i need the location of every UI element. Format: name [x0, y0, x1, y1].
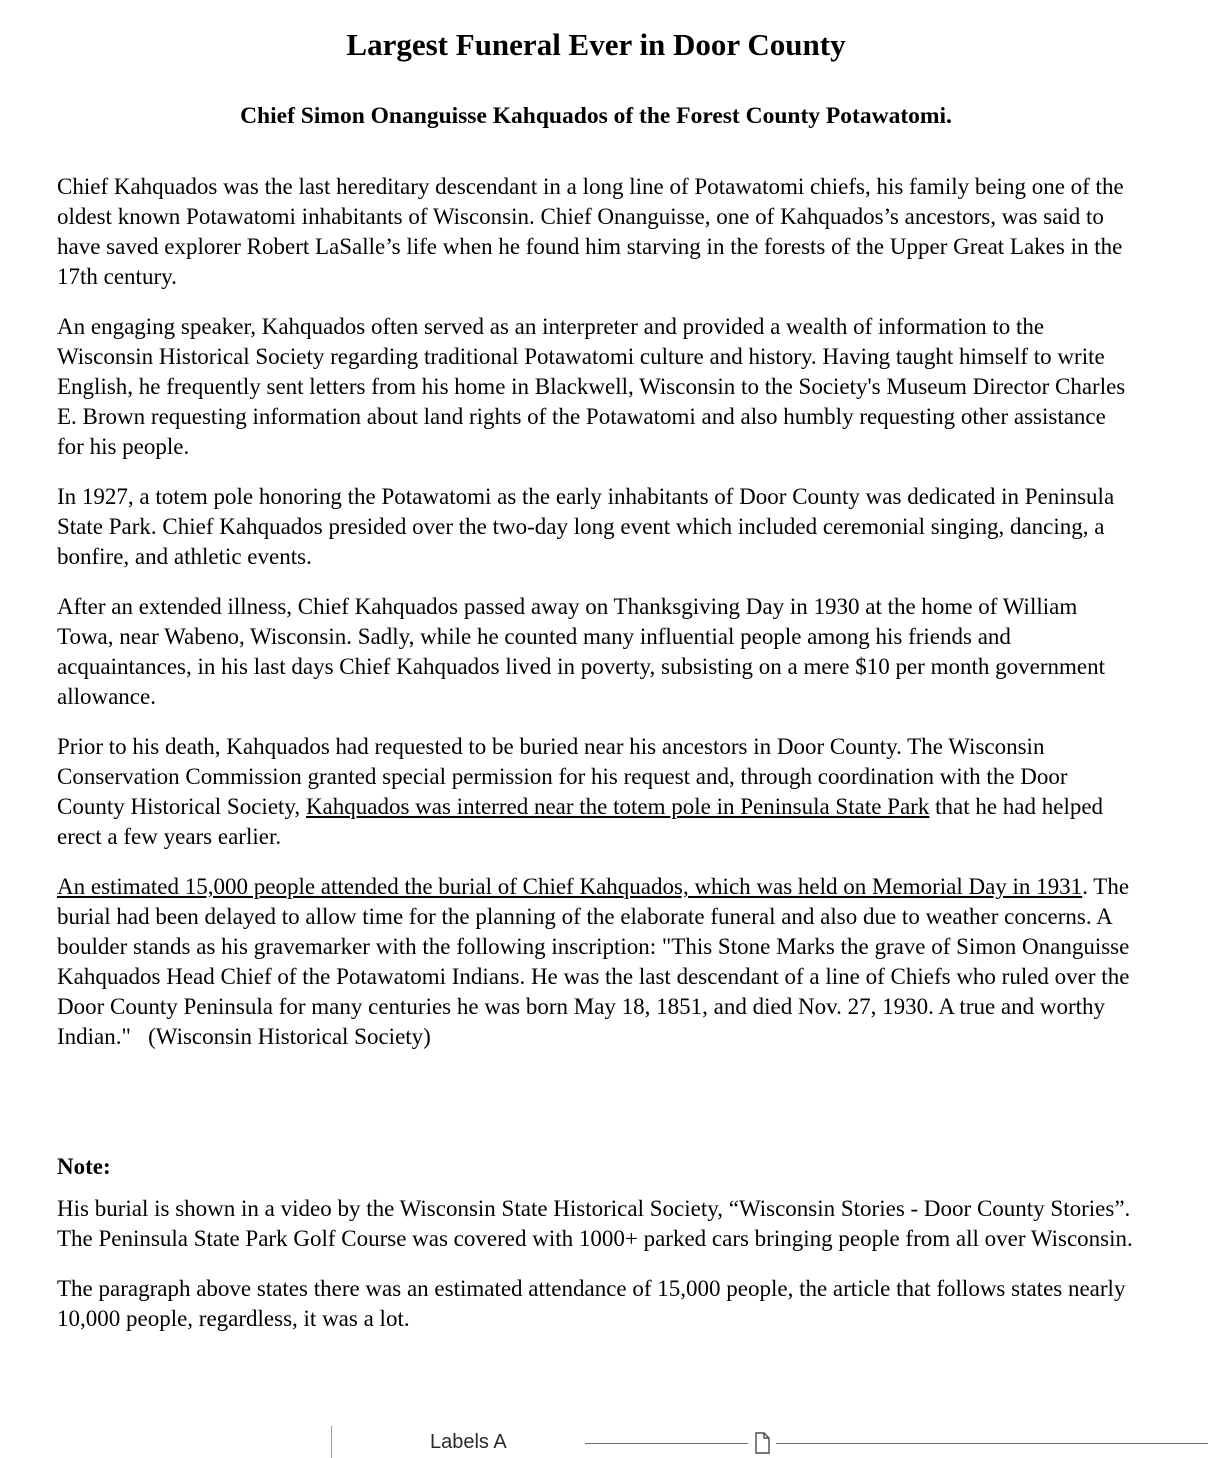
paragraph-6 — [57, 872, 1135, 1052]
labels-a-label: Labels A — [430, 1431, 507, 1453]
paragraph-5-text-end: that he had helped erect a few years earlier. — [57, 794, 1109, 849]
paragraph-4: After an extended illness, Chief Kahquados passed away on Thanksgiving Day in 1930 at the home of William Towa, near Wabeno, Wisconsin. Sadly, while he counted many influential people among his friends and acquaintances, in his last days Chief Kahquados lived in poverty, subsisting on a mere $10 per month government allowance. — [57, 594, 1111, 709]
underlined-attendance-text: An estimated 15,000 people attended the burial of Chief Kahquados, which was held on Memorial Day in 1931 — [57, 874, 1083, 899]
paragraph-3: In 1927, a totem pole honoring the Potawatomi as the early inhabitants of Door County was dedicated in Peninsula State Park. Chief Kahquados presided over the two-day long event which included ceremonial singing, dancing, a bonfire, and athletic events. — [57, 484, 1120, 569]
paragraph-5 — [57, 732, 1135, 852]
paragraph-6-text-end: . The burial had been delayed to allow time for the planning of the elaborate funeral and also due to weather concerns. A boulder stands as his gravemarker with the following inscription: "This Stone Marks the grave of Simon Onanguisse Kahquados Head Chief of the Potawatomi Indians. He was the last descendant of a line of Chiefs who ruled over the Door County Peninsula for many centuries he was born May 18, 1851, and died Nov. 27, 1930. A true and worthy Indian." (Wisconsin Historical Society) — [57, 874, 1136, 1049]
underlined-interment-text: Kahquados was interred near the totem pole in Peninsula State Park — [305, 794, 930, 819]
cell-divider — [331, 1426, 332, 1458]
paragraph-5-text-start: Prior to his death, Kahquados had requested to be buried near his ancestors in Door County. The Wisconsin Conservation Commission granted special permission for his request and, through coordination with the Door County Historical Society, — [57, 734, 1074, 819]
paragraph-2: An engaging speaker, Kahquados often served as an interpreter and provided a wealth of information to the Wisconsin Historical Society regarding traditional Potawatomi culture and history. Having taught himself to write English, he frequently sent letters from his home in Blackwell, Wisconsin to the Society's Museum Director Charles E. Brown requesting information about land rights of the Potawatomi and also humbly requesting other assistance for his people. — [57, 314, 1132, 459]
field-underline — [585, 1443, 1208, 1444]
note-heading: Note: — [57, 1154, 111, 1179]
page-icon[interactable] — [748, 1430, 776, 1456]
paragraph-1: Chief Kahquados was the last hereditary descendant in a long line of Potawatomi chiefs, his family being one of the oldest known Potawatomi inhabitants of Wisconsin. Chief Onanguisse, one of Kahquados’s ancestors, was said to have saved explorer Robert LaSalle’s life when he found him starving in the forests of the Upper Great Lakes in the 17th century. — [57, 174, 1130, 289]
page-subtitle: Chief Simon Onanguisse Kahquados of the Forest County Potawatomi. — [240, 103, 952, 129]
bottom-ui-strip — [0, 1428, 1208, 1458]
page-title: Largest Funeral Ever in Door County — [346, 27, 846, 62]
page-icon-glyph — [753, 1432, 771, 1454]
note-paragraph-1: His burial is shown in a video by the Wisconsin State Historical Society, “Wisconsin Stories - Door County Stories”. The Peninsula State Park Golf Course was covered with 1000+ parked cars bringing people from all over Wisconsin. — [57, 1196, 1142, 1251]
note-paragraph-2: The paragraph above states there was an estimated attendance of 15,000 people, the article that follows states nearly 10,000 people, regardless, it was a lot. — [57, 1276, 1132, 1331]
